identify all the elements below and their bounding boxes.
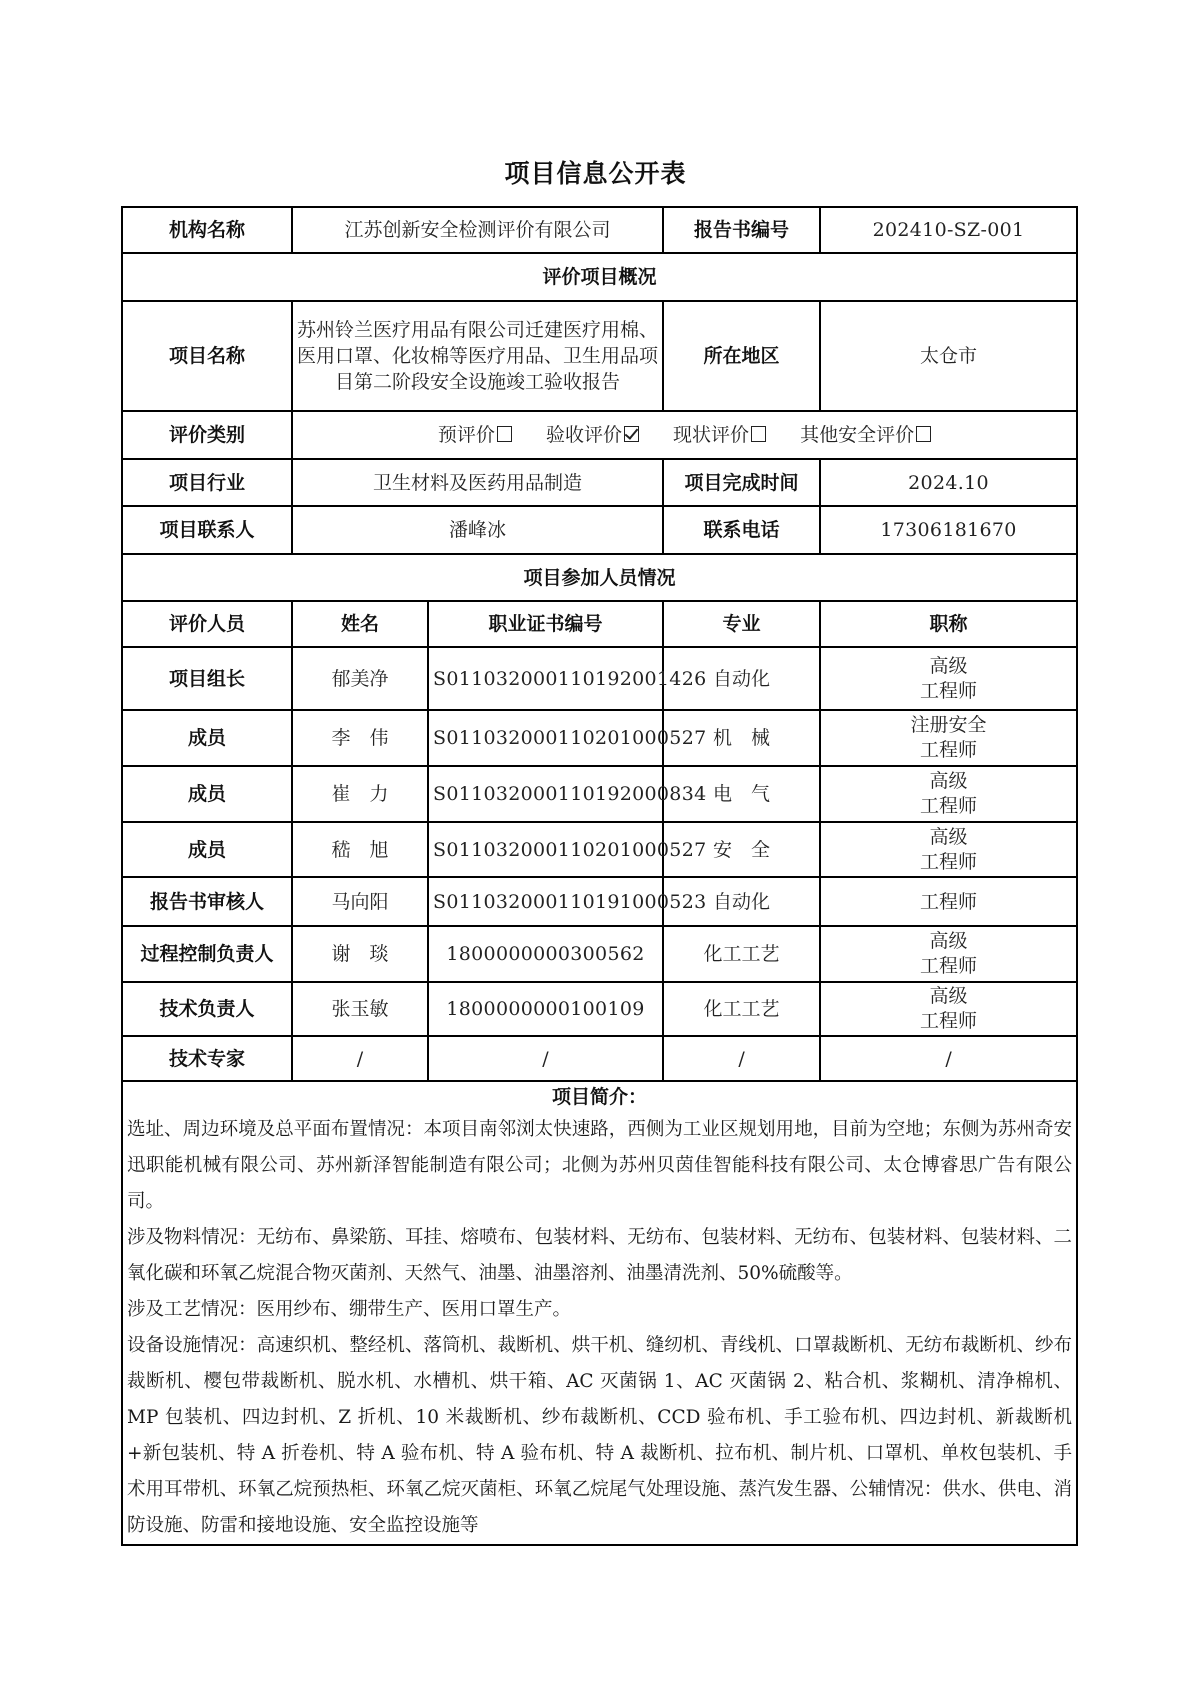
cert-cell: S011032000110192000834 bbox=[428, 766, 663, 822]
checkbox-checked-icon[interactable] bbox=[624, 426, 639, 442]
role-cell: 技术专家 bbox=[122, 1036, 292, 1081]
name-cell: 嵇 旭 bbox=[292, 822, 428, 877]
table-row bbox=[122, 647, 1077, 710]
title-line-1: 高级 bbox=[929, 770, 968, 792]
title-line-2: 工程师 bbox=[920, 739, 978, 761]
industry-value: 卫生材料及医药用品制造 bbox=[292, 459, 663, 506]
cert-cell: / bbox=[428, 1036, 663, 1081]
project-name-label: 项目名称 bbox=[122, 301, 292, 411]
title-cell bbox=[820, 766, 1077, 822]
summary-row bbox=[122, 1081, 1077, 1545]
role-cell: 成员 bbox=[122, 822, 292, 877]
role-cell: 报告书审核人 bbox=[122, 877, 292, 926]
checkbox-unchecked-icon[interactable] bbox=[497, 426, 512, 442]
category-label: 评价类别 bbox=[122, 411, 292, 459]
name-cell: 马向阳 bbox=[292, 877, 428, 926]
category-option-other[interactable] bbox=[800, 424, 931, 446]
name-cell: 崔 力 bbox=[292, 766, 428, 822]
region-value: 太仓市 bbox=[820, 301, 1077, 411]
title-line-2: 工程师 bbox=[920, 955, 978, 977]
col-header-title: 职称 bbox=[820, 601, 1077, 647]
category-option-label: 预评价 bbox=[437, 424, 495, 446]
project-info-table bbox=[121, 206, 1078, 1546]
project-name-value: 苏州铃兰医疗用品有限公司迁建医疗用棉、医用口罩、化妆棉等医疗用品、卫生用品项目第二阶段安全设施竣工验收报告 bbox=[292, 301, 663, 411]
category-row bbox=[122, 411, 1077, 459]
col-header-name: 姓名 bbox=[292, 601, 428, 647]
category-options bbox=[292, 411, 1077, 459]
title-cell bbox=[820, 982, 1077, 1036]
summary-process-paragraph: 涉及工艺情况：医用纱布、绷带生产、医用口罩生产。 bbox=[127, 1299, 572, 1320]
table-row bbox=[122, 710, 1077, 766]
category-option-acceptance[interactable] bbox=[546, 424, 639, 446]
project-name-row bbox=[122, 301, 1077, 411]
personnel-section-title: 项目参加人员情况 bbox=[122, 554, 1077, 601]
title-cell: 工程师 bbox=[820, 877, 1077, 926]
overview-section-title: 评价项目概况 bbox=[122, 253, 1077, 301]
cert-cell: S011032000110192001426 bbox=[428, 647, 663, 710]
phone-label: 联系电话 bbox=[663, 506, 820, 554]
title-line-1: 高级 bbox=[929, 654, 968, 677]
checkbox-unchecked-icon[interactable] bbox=[916, 426, 931, 442]
title-cell bbox=[820, 926, 1077, 982]
completion-value: 2024.10 bbox=[820, 459, 1077, 506]
cert-cell: S011032000110201000527 bbox=[428, 710, 663, 766]
major-cell: 自动化 bbox=[663, 877, 820, 926]
table-row bbox=[122, 822, 1077, 877]
name-cell: 郁美净 bbox=[292, 647, 428, 710]
major-cell: 化工工艺 bbox=[663, 982, 820, 1036]
name-cell: 李 伟 bbox=[292, 710, 428, 766]
title-line-2: 工程师 bbox=[920, 1010, 978, 1032]
table-row bbox=[122, 926, 1077, 982]
title-cell: / bbox=[820, 1036, 1077, 1081]
summary-materials-paragraph: 涉及物料情况：无纺布、鼻梁筋、耳挂、熔喷布、包装材料、无纺布、包装材料、无纺布、包装材料、包装材料、二氧化碳和环氧乙烷混合物灭菌剂、天然气、油墨、油墨溶剂、油墨清洗剂、50%硫酸等。 bbox=[127, 1227, 1073, 1284]
role-cell: 成员 bbox=[122, 766, 292, 822]
role-cell: 项目组长 bbox=[122, 647, 292, 710]
org-label: 机构名称 bbox=[122, 207, 292, 253]
category-option-label: 验收评价 bbox=[545, 424, 622, 446]
project-summary bbox=[122, 1081, 1077, 1545]
region-label: 所在地区 bbox=[663, 301, 820, 411]
title-line-1: 高级 bbox=[929, 985, 968, 1007]
name-cell: 谢 琰 bbox=[292, 926, 428, 982]
completion-label: 项目完成时间 bbox=[663, 459, 820, 506]
role-cell: 过程控制负责人 bbox=[122, 926, 292, 982]
table-row bbox=[122, 1036, 1077, 1081]
col-header-role: 评价人员 bbox=[122, 601, 292, 647]
title-line-1: 高级 bbox=[929, 930, 968, 952]
personnel-header-row bbox=[122, 601, 1077, 647]
title-cell bbox=[820, 710, 1077, 766]
title-line-1: 注册安全 bbox=[910, 714, 987, 736]
report-no-value: 202410-SZ-001 bbox=[820, 207, 1077, 253]
industry-label: 项目行业 bbox=[122, 459, 292, 506]
major-cell: 化工工艺 bbox=[663, 926, 820, 982]
contact-value: 潘峰冰 bbox=[292, 506, 663, 554]
role-cell: 技术负责人 bbox=[122, 982, 292, 1036]
category-option-pre[interactable] bbox=[438, 424, 512, 446]
title-line-1: 高级 bbox=[929, 825, 968, 848]
major-cell: 自动化 bbox=[663, 647, 820, 710]
name-cell: 张玉敏 bbox=[292, 982, 428, 1036]
role-cell: 成员 bbox=[122, 710, 292, 766]
phone-value: 17306181670 bbox=[820, 506, 1077, 554]
category-option-label: 其他安全评价 bbox=[800, 424, 915, 446]
summary-site-paragraph: 选址、周边环境及总平面布置情况：本项目南邻浏太快速路，西侧为工业区规划用地，目前为空地；东侧为苏州奇安迅职能机械有限公司、苏州新泽智能制造有限公司；北侧为苏州贝茵佳智能科技有限公司、太仓博睿思广告有限公司。 bbox=[127, 1119, 1073, 1212]
major-cell: 电 气 bbox=[663, 766, 820, 822]
report-no-label: 报告书编号 bbox=[663, 207, 820, 253]
major-cell: 机 械 bbox=[663, 710, 820, 766]
summary-heading: 项目简介： bbox=[552, 1086, 648, 1108]
major-cell: / bbox=[663, 1036, 820, 1081]
table-row bbox=[122, 766, 1077, 822]
major-cell: 安 全 bbox=[663, 822, 820, 877]
title-line-2: 工程师 bbox=[920, 679, 978, 702]
table-row bbox=[122, 877, 1077, 926]
summary-equipment-paragraph: 设备设施情况：高速织机、整经机、落筒机、裁断机、烘干机、缝纫机、青线机、口罩裁断机、无纺布裁断机、纱布裁断机、樱包带裁断机、脱水机、水槽机、烘干箱、AC 灭菌锅 1、AC 灭菌锅 2、粘合机、浆糊机、清净棉机、MP 包装机、四边封机、Z 折机、10 米裁断机、纱布裁断机、CCD 验布机、手工验布机、四边封机、新裁断机+新包装机、特 A 折卷机、特 A 验布机、特 A 验布机、特 A 裁断机、拉布机、制片机、口罩机、单枚包装机、手术用耳带机、环氧乙烷预热柜、环氧乙烷灭菌柜、环氧乙烷尾气处理设施、蒸汽发生器、公辅情况：供水、供电、消防设施、防雷和接地设施、安全监控设施等 bbox=[127, 1335, 1073, 1536]
table-row bbox=[122, 982, 1077, 1036]
industry-row bbox=[122, 459, 1077, 506]
col-header-cert: 职业证书编号 bbox=[428, 601, 663, 647]
name-cell: / bbox=[292, 1036, 428, 1081]
cert-cell: S011032000110191000523 bbox=[428, 877, 663, 926]
cert-cell: 1800000000100109 bbox=[428, 982, 663, 1036]
document-title: 项目信息公开表 bbox=[504, 159, 687, 188]
category-option-status[interactable] bbox=[673, 424, 766, 446]
contact-label: 项目联系人 bbox=[122, 506, 292, 554]
contact-row bbox=[122, 506, 1077, 554]
title-cell bbox=[820, 822, 1077, 877]
checkbox-unchecked-icon[interactable] bbox=[751, 426, 766, 442]
title-line-2: 工程师 bbox=[920, 850, 978, 873]
cert-cell: S011032000110201000527 bbox=[428, 822, 663, 877]
title-cell bbox=[820, 647, 1077, 710]
org-value: 江苏创新安全检测评价有限公司 bbox=[292, 207, 663, 253]
col-header-major: 专业 bbox=[663, 601, 820, 647]
title-line-2: 工程师 bbox=[920, 795, 978, 817]
org-row bbox=[122, 207, 1077, 253]
category-option-label: 现状评价 bbox=[673, 424, 750, 446]
cert-cell: 1800000000300562 bbox=[428, 926, 663, 982]
